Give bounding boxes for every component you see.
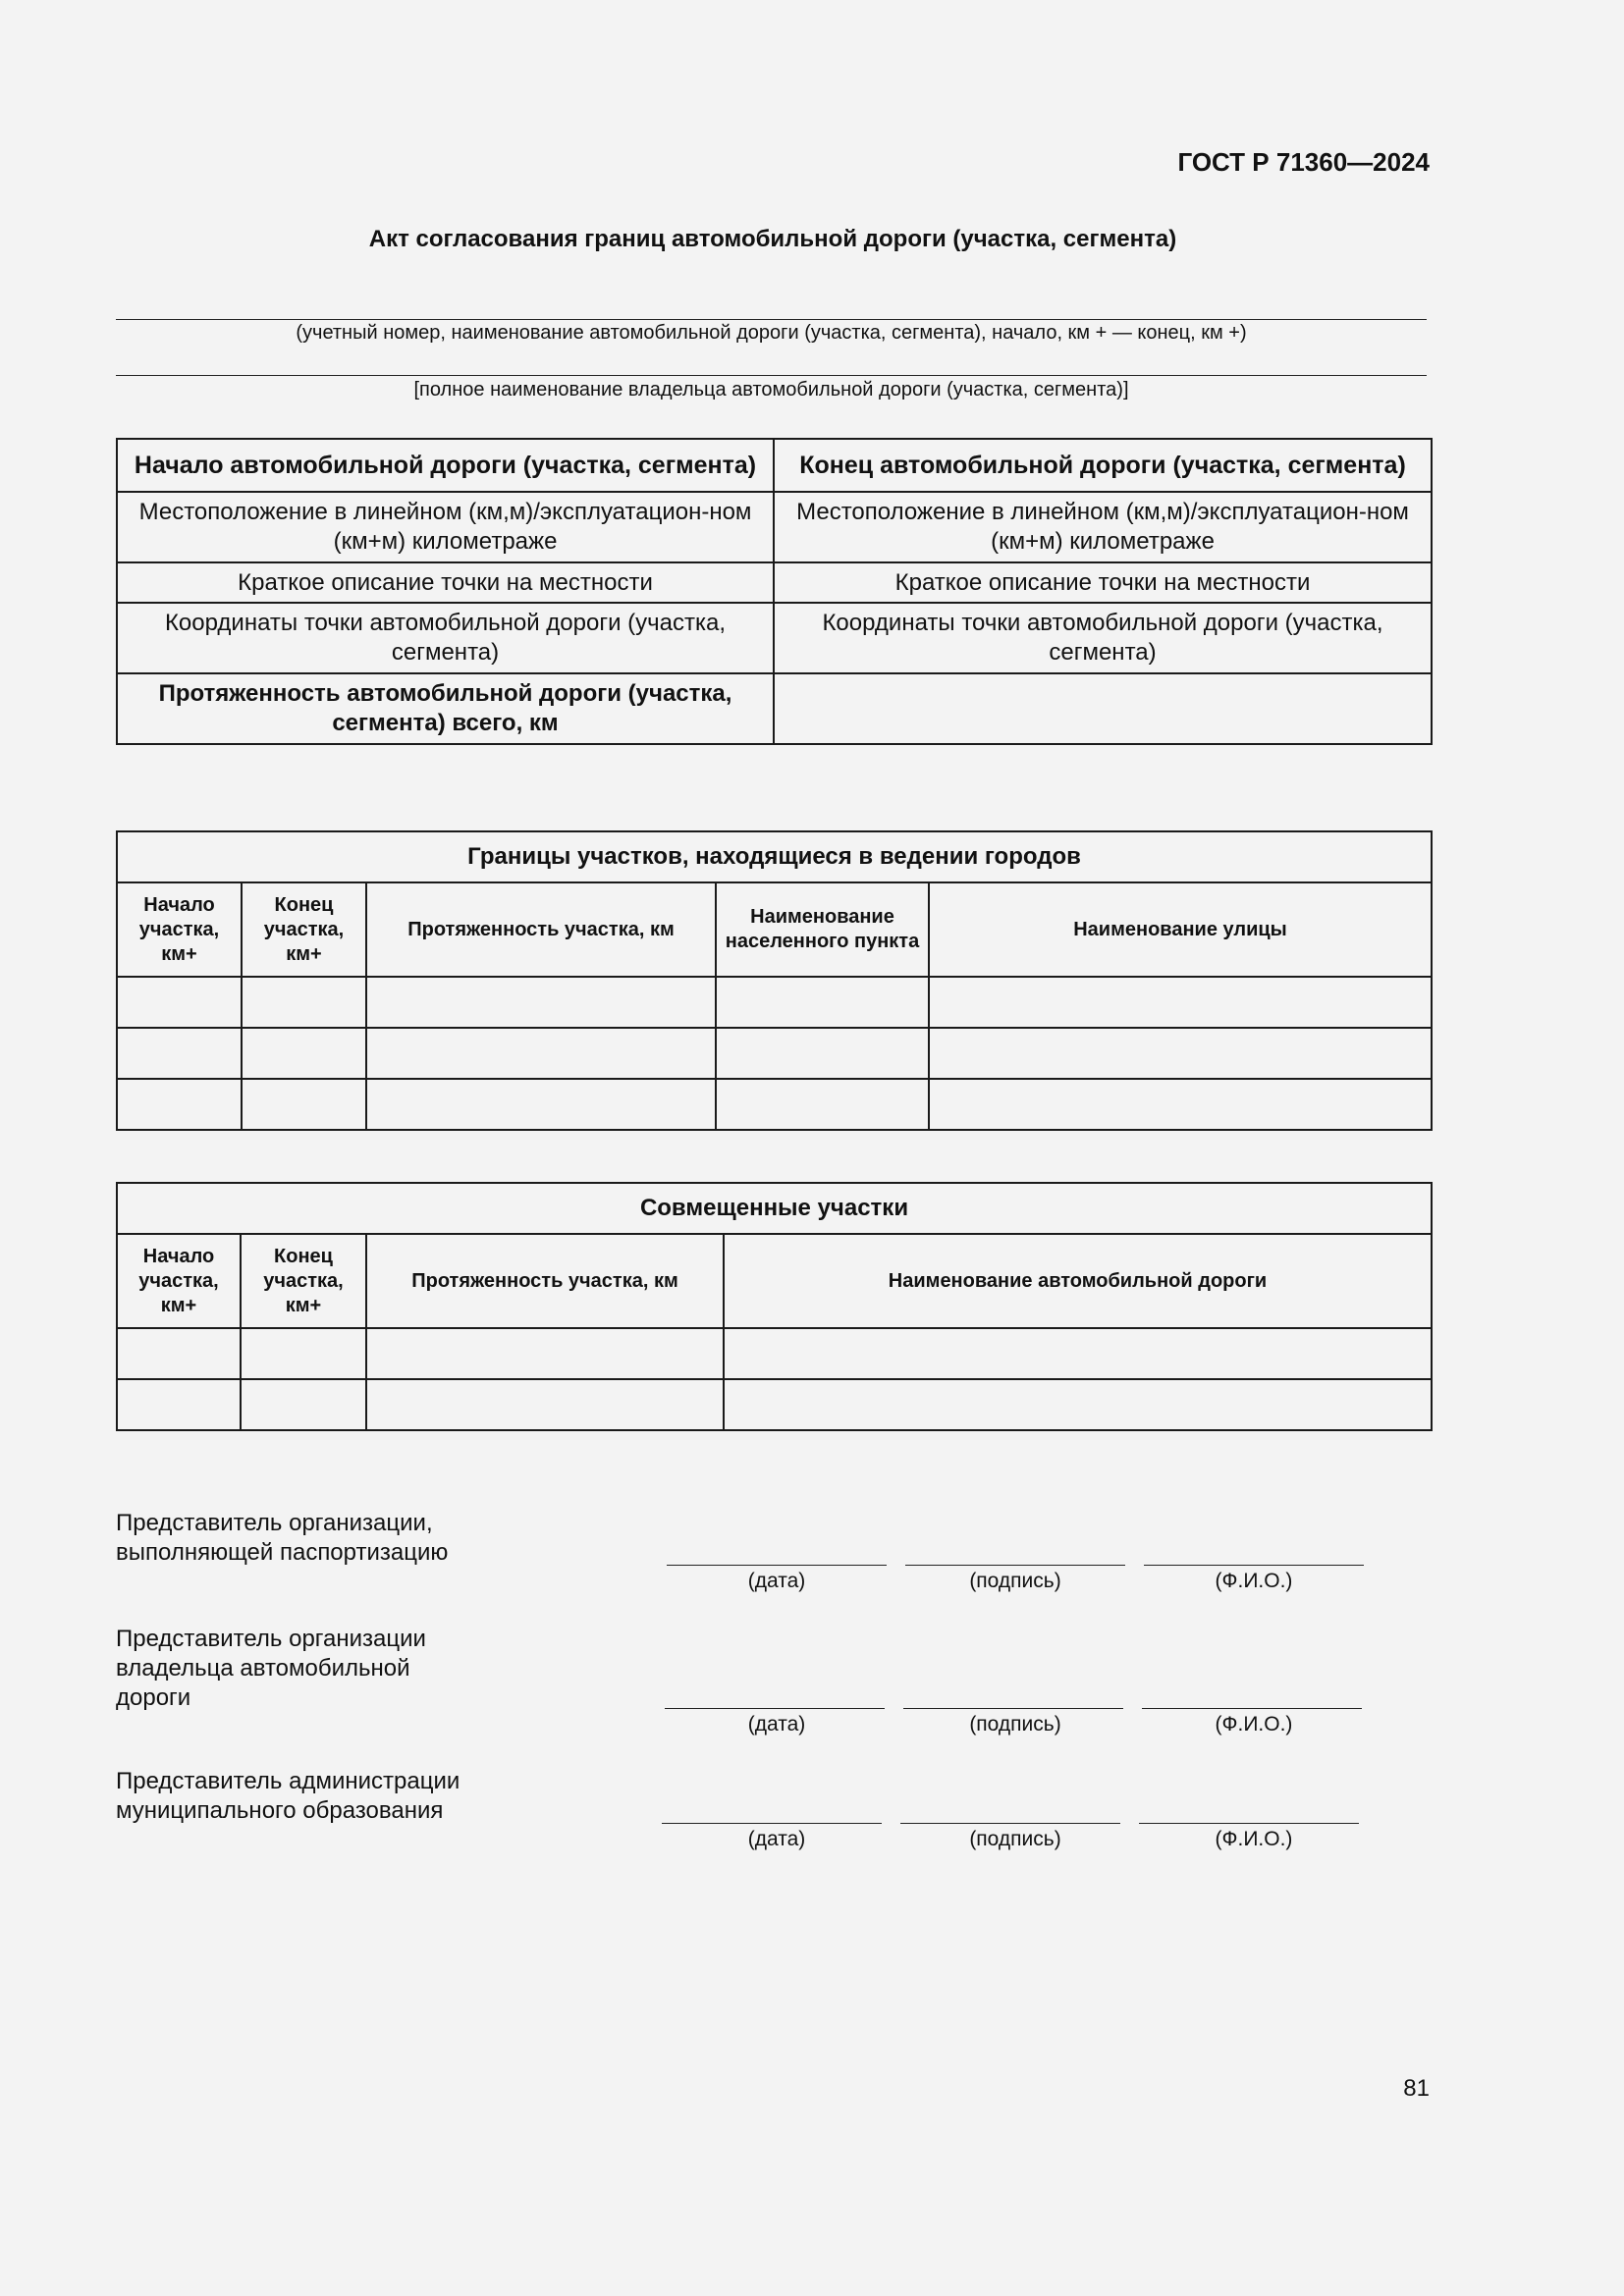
table-title: Границы участков, находящиеся в ведении городов (117, 831, 1432, 882)
empty-cell[interactable] (241, 1328, 366, 1379)
table-row (117, 977, 1432, 1028)
city-sections-table (116, 830, 1433, 1131)
empty-cell[interactable] (366, 1079, 716, 1130)
signature-line[interactable] (903, 1708, 1123, 1709)
empty-cell[interactable] (366, 1328, 724, 1379)
signature-line[interactable] (900, 1823, 1120, 1824)
empty-cell[interactable] (117, 977, 242, 1028)
signature-label: (подпись) (969, 1828, 1061, 1850)
name-label: (Ф.И.О.) (1215, 1713, 1293, 1735)
representative-label: Представитель организации владельца автомобильной дороги (116, 1626, 426, 1711)
table-row (117, 673, 1432, 744)
table-cell: Местоположение в линейном (км,м)/эксплуатацион-ном (км+м) километраже (117, 492, 774, 562)
empty-cell[interactable] (366, 1379, 724, 1430)
page-number: 81 (1403, 2075, 1430, 2102)
name-line[interactable] (1139, 1823, 1359, 1824)
empty-cell[interactable] (117, 1079, 242, 1130)
date-line[interactable] (665, 1708, 885, 1709)
document-code: ГОСТ Р 71360—2024 (1177, 147, 1430, 177)
table-row (117, 562, 1432, 603)
empty-cell[interactable] (241, 1379, 366, 1430)
combined-sections-table (116, 1182, 1433, 1431)
empty-cell[interactable] (724, 1328, 1432, 1379)
empty-cell[interactable] (716, 1028, 929, 1079)
table-cell: Координаты точки автомобильной дороги (участка, сегмента) (774, 603, 1432, 673)
owner-line (116, 375, 1427, 376)
table-cell: Краткое описание точки на местности (117, 562, 774, 603)
representative-label: Представитель администрации муниципального образования (116, 1768, 460, 1824)
date-label: (дата) (747, 1828, 806, 1850)
table-cell: Краткое описание точки на местности (774, 562, 1432, 603)
column-header: Конец участка, км+ (241, 1234, 366, 1328)
empty-cell[interactable] (716, 1079, 929, 1130)
table-row (117, 1028, 1432, 1079)
road-id-line (116, 319, 1427, 320)
table-header-start: Начало автомобильной дороги (участка, сегмента) (117, 439, 774, 492)
empty-cell[interactable] (366, 1028, 716, 1079)
table-cell: Координаты точки автомобильной дороги (участка, сегмента) (117, 603, 774, 673)
empty-cell[interactable] (929, 1028, 1432, 1079)
empty-cell[interactable] (242, 977, 366, 1028)
empty-cell[interactable] (117, 1028, 242, 1079)
empty-cell[interactable] (366, 977, 716, 1028)
table-cell (774, 673, 1432, 744)
representative-label: Представитель организации, выполняющей паспортизацию (116, 1510, 449, 1566)
signature-line[interactable] (905, 1565, 1125, 1566)
signature-label: (подпись) (969, 1570, 1061, 1592)
column-header: Протяженность участка, км (366, 1234, 724, 1328)
road-endpoints-table (116, 438, 1433, 745)
table-row (117, 492, 1432, 562)
table-cell: Местоположение в линейном (км,м)/эксплуатацион-ном (км+м) километраже (774, 492, 1432, 562)
name-label: (Ф.И.О.) (1215, 1828, 1293, 1850)
date-line[interactable] (667, 1565, 887, 1566)
date-line[interactable] (662, 1823, 882, 1824)
signature-label: (подпись) (969, 1713, 1061, 1735)
empty-cell[interactable] (929, 1079, 1432, 1130)
owner-caption: [полное наименование владельца автомобильной дороги (участка, сегмента)] (413, 379, 1129, 400)
column-header: Наименование улицы (929, 882, 1432, 977)
table-row (117, 603, 1432, 673)
name-line[interactable] (1144, 1565, 1364, 1566)
name-label: (Ф.И.О.) (1215, 1570, 1293, 1592)
column-header: Наименование автомобильной дороги (724, 1234, 1432, 1328)
column-header: Наименование населенного пункта (716, 882, 929, 977)
road-id-caption: (учетный номер, наименование автомобильной дороги (участка, сегмента), начало, км + — конец, км +) (296, 322, 1247, 344)
table-row (117, 1379, 1432, 1430)
empty-cell[interactable] (117, 1379, 241, 1430)
table-row (117, 1328, 1432, 1379)
table-header-end: Конец автомобильной дороги (участка, сегмента) (774, 439, 1432, 492)
column-header: Конец участка, км+ (242, 882, 366, 977)
date-label: (дата) (747, 1570, 806, 1592)
empty-cell[interactable] (242, 1079, 366, 1130)
table-cell: Протяженность автомобильной дороги (участка, сегмента) всего, км (117, 673, 774, 744)
table-title: Совмещенные участки (117, 1183, 1432, 1234)
column-header: Начало участка, км+ (117, 1234, 241, 1328)
column-header: Начало участка, км+ (117, 882, 242, 977)
act-title: Акт согласования границ автомобильной дороги (участка, сегмента) (368, 226, 1177, 252)
empty-cell[interactable] (929, 977, 1432, 1028)
empty-cell[interactable] (724, 1379, 1432, 1430)
date-label: (дата) (747, 1713, 806, 1735)
empty-cell[interactable] (716, 977, 929, 1028)
empty-cell[interactable] (242, 1028, 366, 1079)
table-row (117, 1079, 1432, 1130)
name-line[interactable] (1142, 1708, 1362, 1709)
column-header: Протяженность участка, км (366, 882, 716, 977)
empty-cell[interactable] (117, 1328, 241, 1379)
